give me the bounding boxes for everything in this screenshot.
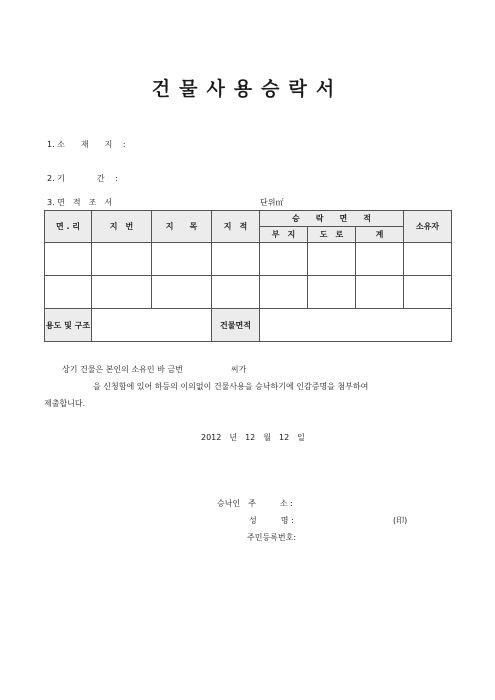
body-line-1: 상기 건물은 본인의 소유인 바 금번 씨가: [62, 365, 247, 374]
header-road: 도 로: [308, 227, 356, 243]
table-row: [45, 243, 452, 276]
header-total: 계: [356, 227, 404, 243]
field-area-survey: 3. 면 적 조 서: [47, 198, 113, 207]
header-lot-number: 지 번: [92, 211, 152, 243]
table-cell[interactable]: [356, 276, 404, 309]
signatory-name: 성 명 :: [249, 516, 294, 525]
row-label-use-structure: 용도 및 구조: [45, 309, 92, 342]
header-lot-name: 면 . 리: [45, 211, 92, 243]
signatory-address: 승낙인 주 소 :: [217, 499, 293, 508]
seal-mark: (印): [393, 516, 408, 525]
field-location: 1. 소 재 지 :: [47, 140, 126, 149]
table-cell[interactable]: [260, 276, 308, 309]
table-cell[interactable]: [45, 243, 92, 276]
table-cell[interactable]: [152, 243, 212, 276]
body-line-2: 을 신청함에 있어 하등의 이의없이 건물사용을 승낙하기에 인감증명을 첨부하여: [93, 382, 369, 391]
row-label-building-area: 건물면적: [212, 309, 260, 342]
header-consent-area: 승 락 면 적: [260, 211, 404, 227]
unit-label: 단위㎡: [260, 198, 284, 207]
table-cell[interactable]: [308, 276, 356, 309]
table-row: [45, 276, 452, 309]
building-area-value[interactable]: [260, 309, 452, 342]
field-period: 2. 기 간 :: [47, 174, 118, 183]
signatory-id-number: 주민등록번호:: [247, 533, 297, 542]
area-survey-table: [44, 210, 452, 342]
table-cell[interactable]: [92, 243, 152, 276]
table-cell[interactable]: [404, 276, 452, 309]
header-area: 지 적: [212, 211, 260, 243]
table-cell[interactable]: [212, 243, 260, 276]
table-cell[interactable]: [212, 276, 260, 309]
header-owner: 소유자: [404, 211, 452, 243]
table-cell[interactable]: [308, 243, 356, 276]
document-date: 2012 년 12 월 12 일: [201, 433, 305, 442]
body-line-3: 제출합니다.: [44, 399, 86, 408]
table-cell[interactable]: [260, 243, 308, 276]
document-title: 건물사용승락서: [151, 78, 344, 100]
table-cell[interactable]: [45, 276, 92, 309]
header-site: 부 지: [260, 227, 308, 243]
table-cell[interactable]: [152, 276, 212, 309]
table-cell[interactable]: [356, 243, 404, 276]
table-cell[interactable]: [92, 276, 152, 309]
table-cell[interactable]: [404, 243, 452, 276]
use-structure-value[interactable]: [92, 309, 212, 342]
header-land-category: 지 목: [152, 211, 212, 243]
